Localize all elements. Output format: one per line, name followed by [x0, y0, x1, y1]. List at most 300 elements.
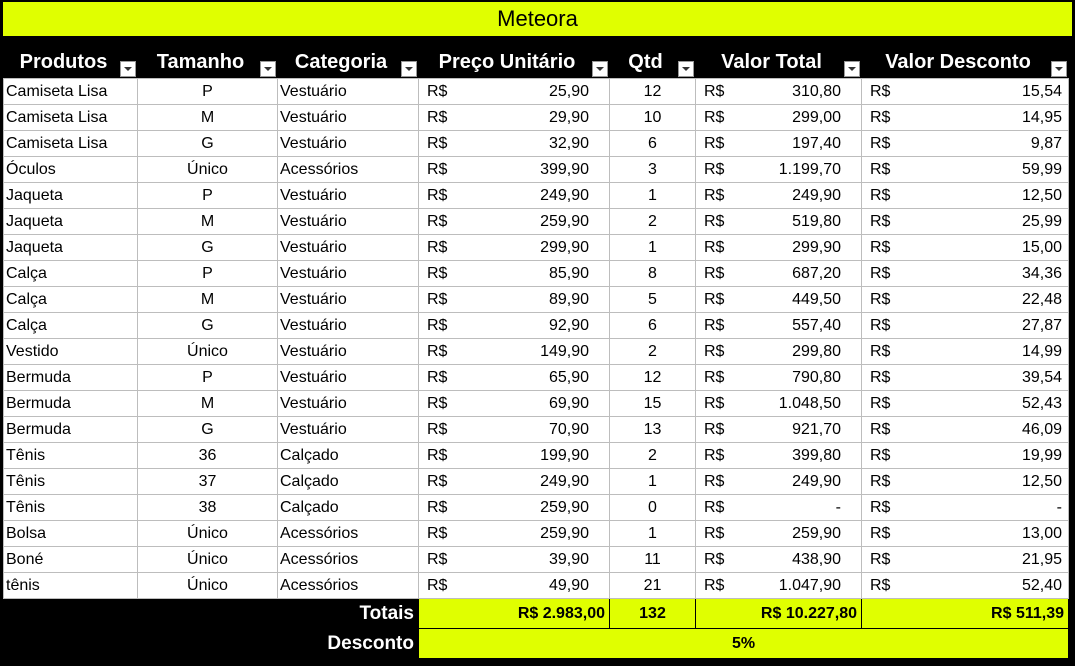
- cell-valor-desconto[interactable]: [862, 260, 1069, 286]
- cell-valor-total[interactable]: [696, 260, 862, 286]
- cell-tamanho[interactable]: G: [138, 130, 278, 156]
- table-row: [4, 78, 1069, 104]
- cell-categoria[interactable]: Calçado: [278, 468, 419, 494]
- cell-qtd[interactable]: 1: [610, 234, 696, 260]
- cell-categoria[interactable]: Acessórios: [278, 572, 419, 598]
- table-body: [4, 78, 1069, 598]
- cell-preco[interactable]: [419, 546, 610, 572]
- cell-valor-total-value: 249,90: [792, 472, 841, 490]
- cell-qtd[interactable]: 1: [610, 182, 696, 208]
- cell-preco[interactable]: [419, 156, 610, 182]
- cell-tamanho[interactable]: Único: [138, 338, 278, 364]
- cell-valor-total-value: 399,80: [792, 446, 841, 464]
- currency-symbol: R$: [427, 342, 448, 360]
- totals-qtd[interactable]: 132: [610, 598, 696, 628]
- cell-preco[interactable]: [419, 78, 610, 104]
- filter-dropdown-icon[interactable]: [678, 61, 694, 77]
- cell-tamanho[interactable]: P: [138, 182, 278, 208]
- cell-valor-desconto[interactable]: [862, 156, 1069, 182]
- currency-symbol: R$: [870, 420, 891, 438]
- cell-valor-desconto-value: 19,99: [1021, 446, 1062, 464]
- currency-symbol: R$: [427, 160, 448, 178]
- cell-preco[interactable]: [419, 338, 610, 364]
- cell-preco[interactable]: [419, 312, 610, 338]
- cell-valor-desconto[interactable]: [862, 572, 1069, 598]
- cell-preco[interactable]: [419, 104, 610, 130]
- cell-valor-total-value: 790,80: [792, 368, 841, 386]
- cell-preco[interactable]: [419, 494, 610, 520]
- cell-preco-value: 32,90: [548, 134, 589, 152]
- currency-symbol: R$: [870, 368, 891, 386]
- discount-value[interactable]: 5%: [419, 628, 1069, 658]
- cell-produto[interactable]: Bermuda: [4, 416, 138, 442]
- cell-produto[interactable]: Camiseta Lisa: [4, 104, 138, 130]
- cell-qtd[interactable]: 13: [610, 416, 696, 442]
- cell-valor-total[interactable]: [696, 416, 862, 442]
- cell-tamanho[interactable]: 37: [138, 468, 278, 494]
- cell-valor-total[interactable]: [696, 520, 862, 546]
- cell-produto[interactable]: Calça: [4, 260, 138, 286]
- cell-produto[interactable]: Camiseta Lisa: [4, 78, 138, 104]
- cell-valor-desconto[interactable]: [862, 546, 1069, 572]
- cell-valor-desconto-value: 39,54: [1021, 368, 1062, 386]
- cell-qtd[interactable]: 2: [610, 208, 696, 234]
- totals-row: [4, 598, 1069, 628]
- currency-symbol: R$: [427, 82, 448, 100]
- cell-valor-total-value: 519,80: [792, 212, 841, 230]
- currency-symbol: R$: [870, 82, 891, 100]
- cell-valor-total-value: 259,90: [792, 524, 841, 542]
- cell-produto[interactable]: Tênis: [4, 468, 138, 494]
- currency-symbol: R$: [704, 368, 725, 386]
- currency-symbol: R$: [427, 368, 448, 386]
- cell-qtd[interactable]: 21: [610, 572, 696, 598]
- cell-valor-total[interactable]: [696, 494, 862, 520]
- cell-valor-total-value: 557,40: [792, 316, 841, 334]
- cell-produto[interactable]: Calça: [4, 312, 138, 338]
- table-row: [4, 286, 1069, 312]
- column-header[interactable]: [696, 48, 862, 78]
- table-row: [4, 104, 1069, 130]
- cell-preco[interactable]: [419, 182, 610, 208]
- cell-preco[interactable]: [419, 364, 610, 390]
- currency-symbol: R$: [427, 238, 448, 256]
- currency-symbol: R$: [704, 446, 725, 464]
- cell-valor-total[interactable]: [696, 338, 862, 364]
- cell-valor-desconto-value: -: [1056, 498, 1062, 516]
- column-header[interactable]: [419, 48, 610, 78]
- cell-categoria[interactable]: Vestuário: [278, 260, 419, 286]
- currency-symbol: R$: [704, 108, 725, 126]
- table-row: [4, 572, 1069, 598]
- cell-valor-desconto-value: 52,40: [1021, 576, 1062, 594]
- cell-valor-total[interactable]: [696, 572, 862, 598]
- currency-symbol: R$: [427, 472, 448, 490]
- currency-symbol: R$: [427, 134, 448, 152]
- totals-valor-desconto[interactable]: R$ 511,39: [862, 598, 1069, 628]
- cell-tamanho[interactable]: M: [138, 286, 278, 312]
- currency-symbol: R$: [870, 290, 891, 308]
- header-row: [4, 48, 1069, 78]
- cell-valor-desconto[interactable]: [862, 390, 1069, 416]
- column-header-label: Qtd: [628, 51, 663, 74]
- currency-symbol: R$: [704, 186, 725, 204]
- cell-preco[interactable]: [419, 130, 610, 156]
- cell-preco[interactable]: [419, 260, 610, 286]
- currency-symbol: R$: [870, 446, 891, 464]
- cell-tamanho[interactable]: Único: [138, 572, 278, 598]
- table-row: [4, 390, 1069, 416]
- cell-valor-desconto-value: 52,43: [1021, 394, 1062, 412]
- cell-valor-total[interactable]: [696, 156, 862, 182]
- cell-valor-desconto-value: 46,09: [1021, 420, 1062, 438]
- cell-valor-total[interactable]: [696, 286, 862, 312]
- cell-valor-desconto-value: 9,87: [1030, 134, 1062, 152]
- cell-valor-total-value: 921,70: [792, 420, 841, 438]
- cell-categoria[interactable]: Vestuário: [278, 286, 419, 312]
- cell-categoria[interactable]: Vestuário: [278, 182, 419, 208]
- currency-symbol: R$: [427, 550, 448, 568]
- filter-dropdown-icon[interactable]: [592, 61, 608, 77]
- currency-symbol: R$: [870, 186, 891, 204]
- cell-preco[interactable]: [419, 572, 610, 598]
- cell-valor-desconto-value: 13,00: [1021, 524, 1062, 542]
- cell-categoria[interactable]: Vestuário: [278, 416, 419, 442]
- cell-produto[interactable]: Bolsa: [4, 520, 138, 546]
- currency-symbol: R$: [704, 550, 725, 568]
- totals-valor-total[interactable]: R$ 10.227,80: [696, 598, 862, 628]
- cell-valor-total[interactable]: [696, 208, 862, 234]
- currency-symbol: R$: [427, 212, 448, 230]
- column-header-label: Valor Total: [721, 51, 822, 74]
- cell-valor-desconto[interactable]: [862, 442, 1069, 468]
- filter-dropdown-icon[interactable]: [401, 61, 417, 77]
- cell-qtd[interactable]: 11: [610, 546, 696, 572]
- cell-valor-total-value: 687,20: [792, 264, 841, 282]
- column-header-label: Categoria: [294, 51, 388, 74]
- cell-valor-desconto[interactable]: [862, 104, 1069, 130]
- currency-symbol: R$: [870, 342, 891, 360]
- cell-preco-value: 249,90: [540, 186, 589, 204]
- cell-valor-desconto-value: 15,00: [1021, 238, 1062, 256]
- column-header[interactable]: [278, 48, 419, 78]
- cell-valor-desconto[interactable]: [862, 364, 1069, 390]
- cell-valor-desconto[interactable]: [862, 468, 1069, 494]
- cell-valor-desconto-value: 21,95: [1021, 550, 1062, 568]
- cell-valor-total[interactable]: [696, 364, 862, 390]
- column-header[interactable]: [610, 48, 696, 78]
- table-row: [4, 260, 1069, 286]
- cell-valor-total-value: 1.048,50: [778, 394, 841, 412]
- cell-valor-total-value: 310,80: [792, 82, 841, 100]
- cell-qtd[interactable]: 6: [610, 312, 696, 338]
- cell-produto[interactable]: Jaqueta: [4, 234, 138, 260]
- cell-valor-desconto[interactable]: [862, 416, 1069, 442]
- currency-symbol: R$: [704, 342, 725, 360]
- cell-valor-total[interactable]: [696, 104, 862, 130]
- cell-categoria[interactable]: Calçado: [278, 442, 419, 468]
- currency-symbol: R$: [704, 524, 725, 542]
- currency-symbol: R$: [704, 134, 725, 152]
- column-header[interactable]: [138, 48, 278, 78]
- cell-valor-total-value: 197,40: [792, 134, 841, 152]
- currency-symbol: R$: [870, 498, 891, 516]
- cell-valor-desconto-value: 25,99: [1021, 212, 1062, 230]
- cell-produto[interactable]: Boné: [4, 546, 138, 572]
- cell-valor-total-value: 299,80: [792, 342, 841, 360]
- currency-symbol: R$: [704, 420, 725, 438]
- table-row: [4, 416, 1069, 442]
- cell-produto[interactable]: Jaqueta: [4, 182, 138, 208]
- table-row: [4, 208, 1069, 234]
- currency-symbol: R$: [704, 212, 725, 230]
- totals-label[interactable]: Totais: [278, 598, 419, 628]
- cell-valor-total-value: -: [835, 498, 841, 516]
- currency-symbol: R$: [704, 82, 725, 100]
- cell-valor-total[interactable]: [696, 130, 862, 156]
- cell-categoria[interactable]: Vestuário: [278, 78, 419, 104]
- cell-valor-desconto-value: 14,95: [1021, 108, 1062, 126]
- cell-valor-total[interactable]: [696, 78, 862, 104]
- cell-preco-value: 39,90: [548, 550, 589, 568]
- currency-symbol: R$: [427, 420, 448, 438]
- currency-symbol: R$: [704, 290, 725, 308]
- currency-symbol: R$: [870, 394, 891, 412]
- cell-tamanho[interactable]: Único: [138, 520, 278, 546]
- currency-symbol: R$: [704, 576, 725, 594]
- filter-dropdown-icon[interactable]: [844, 61, 860, 77]
- currency-symbol: R$: [870, 108, 891, 126]
- cell-categoria[interactable]: Vestuário: [278, 208, 419, 234]
- cell-valor-total-value: 449,50: [792, 290, 841, 308]
- cell-produto[interactable]: Vestido: [4, 338, 138, 364]
- cell-valor-desconto[interactable]: [862, 494, 1069, 520]
- currency-symbol: R$: [704, 160, 725, 178]
- cell-categoria[interactable]: Vestuário: [278, 130, 419, 156]
- table-row: [4, 468, 1069, 494]
- cell-preco-value: 25,90: [548, 82, 589, 100]
- totals-spacer: [4, 598, 278, 628]
- cell-categoria[interactable]: Vestuário: [278, 234, 419, 260]
- discount-label[interactable]: Desconto: [278, 628, 419, 658]
- cell-valor-desconto[interactable]: [862, 234, 1069, 260]
- cell-qtd[interactable]: 3: [610, 156, 696, 182]
- cell-categoria[interactable]: Calçado: [278, 494, 419, 520]
- currency-symbol: R$: [427, 446, 448, 464]
- currency-symbol: R$: [870, 472, 891, 490]
- cell-qtd[interactable]: 8: [610, 260, 696, 286]
- cell-produto[interactable]: Óculos: [4, 156, 138, 182]
- cell-produto[interactable]: Tênis: [4, 494, 138, 520]
- cell-valor-total[interactable]: [696, 390, 862, 416]
- cell-tamanho[interactable]: P: [138, 78, 278, 104]
- cell-valor-desconto[interactable]: [862, 338, 1069, 364]
- cell-preco[interactable]: [419, 468, 610, 494]
- cell-preco-value: 85,90: [548, 264, 589, 282]
- table-row: [4, 520, 1069, 546]
- cell-qtd[interactable]: 12: [610, 364, 696, 390]
- filter-dropdown-icon[interactable]: [1051, 61, 1067, 77]
- column-header-label: Preço Unitário: [438, 51, 576, 74]
- cell-preco-value: 69,90: [548, 394, 589, 412]
- currency-symbol: R$: [427, 524, 448, 542]
- cell-categoria[interactable]: Vestuário: [278, 390, 419, 416]
- currency-symbol: R$: [704, 394, 725, 412]
- cell-tamanho[interactable]: M: [138, 104, 278, 130]
- column-header[interactable]: [862, 48, 1069, 78]
- cell-valor-desconto-value: 12,50: [1021, 186, 1062, 204]
- cell-valor-desconto-value: 14,99: [1021, 342, 1062, 360]
- cell-preco-value: 49,90: [548, 576, 589, 594]
- table-row: [4, 546, 1069, 572]
- currency-symbol: R$: [427, 108, 448, 126]
- currency-symbol: R$: [704, 238, 725, 256]
- currency-symbol: R$: [870, 212, 891, 230]
- cell-valor-total[interactable]: [696, 442, 862, 468]
- cell-categoria[interactable]: Vestuário: [278, 364, 419, 390]
- cell-produto[interactable]: Jaqueta: [4, 208, 138, 234]
- cell-tamanho[interactable]: Único: [138, 546, 278, 572]
- cell-tamanho[interactable]: 36: [138, 442, 278, 468]
- currency-symbol: R$: [704, 498, 725, 516]
- cell-valor-desconto[interactable]: [862, 520, 1069, 546]
- cell-valor-total-value: 249,90: [792, 186, 841, 204]
- cell-valor-desconto-value: 27,87: [1021, 316, 1062, 334]
- cell-valor-total[interactable]: [696, 182, 862, 208]
- cell-tamanho[interactable]: P: [138, 260, 278, 286]
- cell-qtd[interactable]: 2: [610, 338, 696, 364]
- cell-valor-total-value: 1.199,70: [778, 160, 841, 178]
- cell-preco-value: 89,90: [548, 290, 589, 308]
- column-header-label: Valor Desconto: [885, 51, 1031, 74]
- currency-symbol: R$: [704, 264, 725, 282]
- cell-categoria[interactable]: Vestuário: [278, 312, 419, 338]
- cell-preco[interactable]: [419, 208, 610, 234]
- currency-symbol: R$: [870, 134, 891, 152]
- cell-tamanho[interactable]: P: [138, 364, 278, 390]
- cell-tamanho[interactable]: M: [138, 208, 278, 234]
- cell-valor-total-value: 1.047,90: [778, 576, 841, 594]
- cell-produto[interactable]: Calça: [4, 286, 138, 312]
- cell-preco[interactable]: [419, 520, 610, 546]
- table-row: [4, 234, 1069, 260]
- products-table: [3, 48, 1069, 659]
- cell-produto[interactable]: Camiseta Lisa: [4, 130, 138, 156]
- cell-qtd[interactable]: 0: [610, 494, 696, 520]
- cell-qtd[interactable]: 10: [610, 104, 696, 130]
- table-row: [4, 182, 1069, 208]
- cell-preco-value: 399,90: [540, 160, 589, 178]
- currency-symbol: R$: [704, 316, 725, 334]
- currency-symbol: R$: [870, 316, 891, 334]
- cell-qtd[interactable]: 6: [610, 130, 696, 156]
- cell-tamanho[interactable]: 38: [138, 494, 278, 520]
- cell-valor-desconto[interactable]: [862, 286, 1069, 312]
- currency-symbol: R$: [427, 394, 448, 412]
- cell-categoria[interactable]: Vestuário: [278, 338, 419, 364]
- cell-valor-total[interactable]: [696, 234, 862, 260]
- cell-tamanho[interactable]: G: [138, 416, 278, 442]
- currency-symbol: R$: [427, 498, 448, 516]
- cell-valor-desconto[interactable]: [862, 78, 1069, 104]
- cell-valor-total[interactable]: [696, 312, 862, 338]
- column-header-label: Tamanho: [156, 51, 245, 74]
- currency-symbol: R$: [427, 576, 448, 594]
- cell-preco[interactable]: [419, 286, 610, 312]
- cell-valor-desconto-value: 59,99: [1021, 160, 1062, 178]
- currency-symbol: R$: [427, 186, 448, 204]
- currency-symbol: R$: [870, 576, 891, 594]
- cell-tamanho[interactable]: M: [138, 390, 278, 416]
- cell-qtd[interactable]: 2: [610, 442, 696, 468]
- table-row: [4, 156, 1069, 182]
- cell-valor-desconto-value: 12,50: [1021, 472, 1062, 490]
- table-row: [4, 312, 1069, 338]
- table-row: [4, 364, 1069, 390]
- cell-tamanho[interactable]: G: [138, 312, 278, 338]
- cell-tamanho[interactable]: Único: [138, 156, 278, 182]
- sheet-title[interactable]: Meteora: [3, 2, 1072, 36]
- cell-preco-value: 259,90: [540, 212, 589, 230]
- cell-valor-desconto-value: 22,48: [1021, 290, 1062, 308]
- filter-dropdown-icon[interactable]: [260, 61, 276, 77]
- cell-categoria[interactable]: Acessórios: [278, 156, 419, 182]
- cell-preco-value: 259,90: [540, 524, 589, 542]
- cell-produto[interactable]: Tênis: [4, 442, 138, 468]
- cell-produto[interactable]: Bermuda: [4, 364, 138, 390]
- column-header[interactable]: [4, 48, 138, 78]
- cell-valor-desconto[interactable]: [862, 312, 1069, 338]
- cell-produto[interactable]: tênis: [4, 572, 138, 598]
- currency-symbol: R$: [870, 550, 891, 568]
- cell-valor-desconto-value: 15,54: [1021, 82, 1062, 100]
- cell-preco-value: 29,90: [548, 108, 589, 126]
- cell-valor-total[interactable]: [696, 546, 862, 572]
- cell-valor-total-value: 438,90: [792, 550, 841, 568]
- cell-qtd[interactable]: 5: [610, 286, 696, 312]
- cell-produto[interactable]: Bermuda: [4, 390, 138, 416]
- cell-preco[interactable]: [419, 390, 610, 416]
- cell-preco-value: 65,90: [548, 368, 589, 386]
- cell-qtd[interactable]: 15: [610, 390, 696, 416]
- cell-categoria[interactable]: Vestuário: [278, 104, 419, 130]
- filter-dropdown-icon[interactable]: [120, 61, 136, 77]
- cell-qtd[interactable]: 12: [610, 78, 696, 104]
- currency-symbol: R$: [427, 316, 448, 334]
- cell-qtd[interactable]: 1: [610, 468, 696, 494]
- cell-preco-value: 92,90: [548, 316, 589, 334]
- cell-preco[interactable]: [419, 442, 610, 468]
- currency-symbol: R$: [870, 264, 891, 282]
- cell-qtd[interactable]: 1: [610, 520, 696, 546]
- currency-symbol: R$: [870, 524, 891, 542]
- cell-valor-desconto[interactable]: [862, 208, 1069, 234]
- cell-preco-value: 199,90: [540, 446, 589, 464]
- cell-preco-value: 259,90: [540, 498, 589, 516]
- cell-tamanho[interactable]: G: [138, 234, 278, 260]
- totals-preco[interactable]: R$ 2.983,00: [419, 598, 610, 628]
- cell-valor-total[interactable]: [696, 468, 862, 494]
- cell-categoria[interactable]: Acessórios: [278, 546, 419, 572]
- cell-preco[interactable]: [419, 234, 610, 260]
- cell-valor-total-value: 299,90: [792, 238, 841, 256]
- cell-categoria[interactable]: Acessórios: [278, 520, 419, 546]
- cell-valor-desconto-value: 34,36: [1021, 264, 1062, 282]
- cell-preco[interactable]: [419, 416, 610, 442]
- cell-valor-desconto[interactable]: [862, 130, 1069, 156]
- cell-valor-desconto[interactable]: [862, 182, 1069, 208]
- column-header-label: Produtos: [19, 51, 108, 74]
